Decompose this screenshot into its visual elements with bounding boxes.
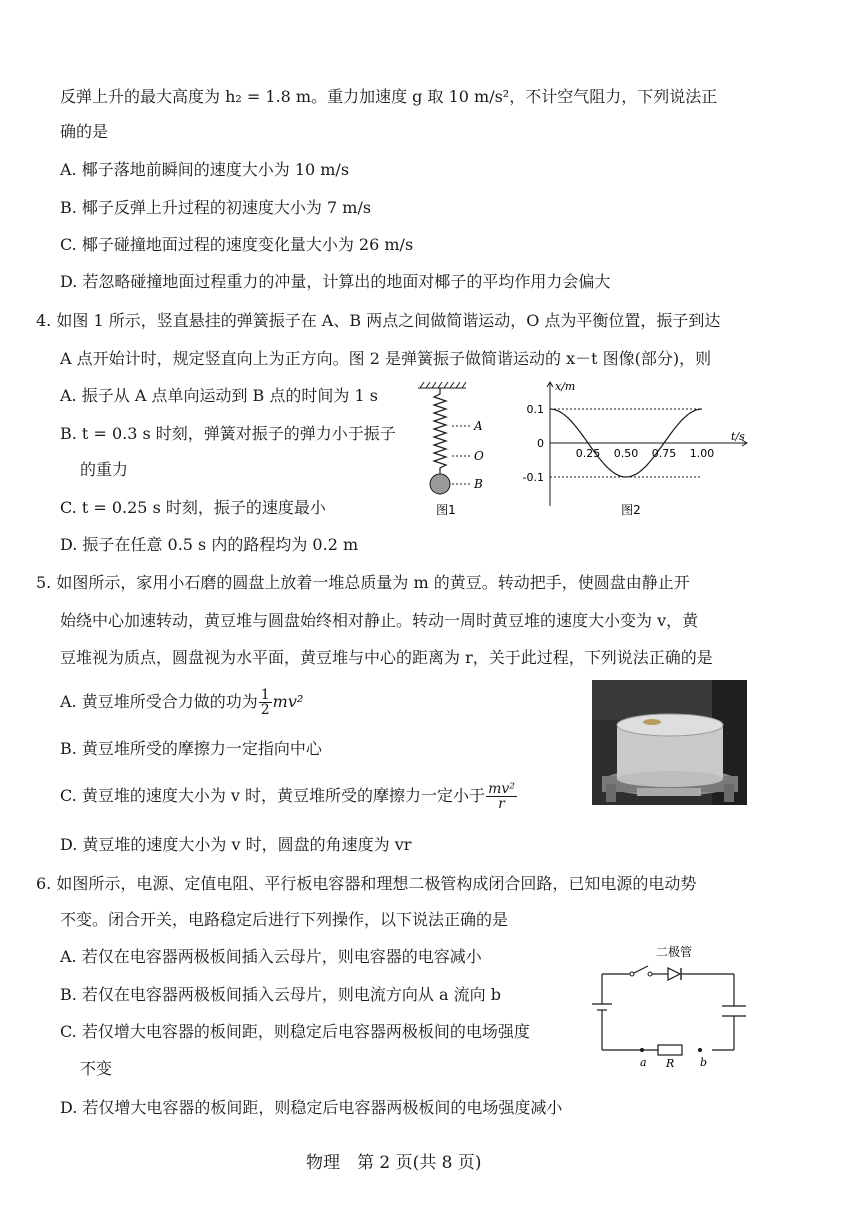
mv2-over-r-fraction: $\frac{\text{mv²}}{r}$ — [488, 781, 515, 812]
resistor — [658, 1045, 682, 1055]
switch-contact-right — [648, 972, 652, 976]
q6-line1: 6. 如图所示，电源、定值电阻、平行板电容器和理想二极管构成闭合回路，已知电源的电动势 — [36, 874, 697, 893]
x-tick-label: 1.00 — [689, 447, 715, 460]
x-axis-label: t/s — [731, 430, 745, 443]
x-tick-label: 0.75 — [651, 447, 677, 460]
q5-option-a — [60, 688, 303, 717]
q3-line1: 反弹上升的最大高度为 h₂ = 1.8 m。重力加速度 g 取 10 m/s²，不计空气阻力，下列说法正 — [60, 87, 718, 106]
switch-blade — [634, 966, 648, 973]
y-tick-label: 0 — [537, 437, 544, 450]
y-axis-label: x/m — [555, 380, 576, 393]
x-t-chart — [515, 378, 760, 523]
half-fraction: $\frac{1}{2}$ — [260, 687, 270, 718]
q5-option-d: D. 黄豆堆的速度大小为 v 时，圆盘的角速度为 vr — [60, 835, 412, 854]
q4-line2: A 点开始计时，规定竖直向上为正方向。图 2 是弹簧振子做简谐运动的 x－t 图像(部分)，则 — [60, 349, 712, 368]
q3-option-b: B. 椰子反弹上升过程的初速度大小为 7 m/s — [60, 198, 372, 217]
q5-option-c-text: C. 黄豆堆的速度大小为 v 时，黄豆堆所受的摩擦力一定小于 — [60, 786, 486, 805]
diode-label: 二极管 — [655, 945, 693, 959]
q3-option-c: C. 椰子碰撞地面过程的速度变化量大小为 26 m/s — [60, 235, 414, 254]
q4-option-d: D. 振子在任意 0.5 s 内的路程均为 0.2 m — [60, 535, 359, 554]
node-a — [640, 1048, 644, 1052]
point-a-label: A — [474, 419, 483, 433]
q5-line3: 豆堆视为质点，圆盘视为水平面，黄豆堆与中心的距离为 r，关于此过程，下列说法正确的是 — [60, 648, 713, 667]
node-b — [698, 1048, 702, 1052]
q5-option-a-text: A. 黄豆堆所受合力做的功为 — [60, 692, 258, 711]
q6-option-c-line1: C. 若仅增大电容器的板间距，则稳定后电容器两极板间的电场强度 — [60, 1022, 530, 1041]
q4-line1: 4. 如图 1 所示，竖直悬挂的弹簧振子在 A、B 两点之间做简谐运动，O 点为平衡位置，振子到达 — [36, 311, 721, 330]
x-tick-label: 0.50 — [613, 447, 639, 460]
oscillator-ball — [430, 474, 450, 494]
q6-option-c-line2: 不变 — [80, 1059, 113, 1078]
q6-option-a: A. 若仅在电容器两极板间插入云母片，则电容器的电容减小 — [60, 947, 482, 966]
q3-option-d: D. 若忽略碰撞地面过程重力的冲量，计算出的地面对椰子的平均作用力会偏大 — [60, 272, 611, 291]
mill-top-disc — [617, 714, 723, 736]
node-a-label: a — [640, 1056, 647, 1069]
q4-option-c: C. t = 0.25 s 时刻，振子的速度最小 — [60, 498, 326, 517]
circuit-diagram — [590, 940, 760, 1075]
spring-oscillator-figure — [410, 378, 505, 518]
y-tick-label: -0.1 — [522, 471, 544, 484]
q6-option-d: D. 若仅增大电容器的板间距，则稳定后电容器两极板间的电场强度减小 — [60, 1098, 563, 1117]
q4-option-b-line1: B. t = 0.3 s 时刻，弹簧对振子的弹力小于振子 — [60, 424, 396, 443]
q4-option-b-line2: 的重力 — [80, 460, 129, 479]
figure1-caption: 图1 — [436, 503, 456, 517]
ceiling-hatch — [418, 382, 466, 388]
node-b-label: b — [700, 1056, 708, 1069]
q6-line2: 不变。闭合开关，电路稳定后进行下列操作，以下说法正确的是 — [60, 910, 509, 929]
page-footer: 物理 第 2 页(共 8 页) — [306, 1153, 482, 1173]
figure2-caption: 图2 — [621, 503, 641, 517]
switch-contact-left — [630, 972, 634, 976]
q3-option-a: A. 椰子落地前瞬间的速度大小为 10 m/s — [60, 160, 350, 179]
q5-option-c — [60, 782, 518, 811]
q6-option-b: B. 若仅在电容器两极板间插入云母片，则电流方向从 a 流向 b — [60, 985, 501, 1004]
q3-line2: 确的是 — [60, 122, 109, 141]
q5-option-a-expr: mv² — [272, 692, 304, 711]
q4-option-a: A. 振子从 A 点单向运动到 B 点的时间为 1 s — [60, 386, 378, 405]
point-o-label: O — [474, 449, 484, 463]
stone-mill-photo — [592, 680, 747, 805]
spring — [434, 388, 446, 474]
y-tick-label: 0.1 — [526, 403, 544, 416]
q5-option-b: B. 黄豆堆所受的摩擦力一定指向中心 — [60, 739, 322, 758]
point-b-label: B — [474, 477, 483, 491]
q5-line1: 5. 如图所示，家用小石磨的圆盘上放着一堆总质量为 m 的黄豆。转动把手，使圆盘由静止开 — [36, 573, 690, 592]
q5-line2: 始绕中心加速转动，黄豆堆与圆盘始终相对静止。转动一周时黄豆堆的速度大小变为 v，黄 — [60, 611, 699, 630]
diode-symbol — [668, 968, 680, 980]
x-tick-label: 0.25 — [575, 447, 601, 460]
resistor-label: R — [666, 1057, 675, 1070]
